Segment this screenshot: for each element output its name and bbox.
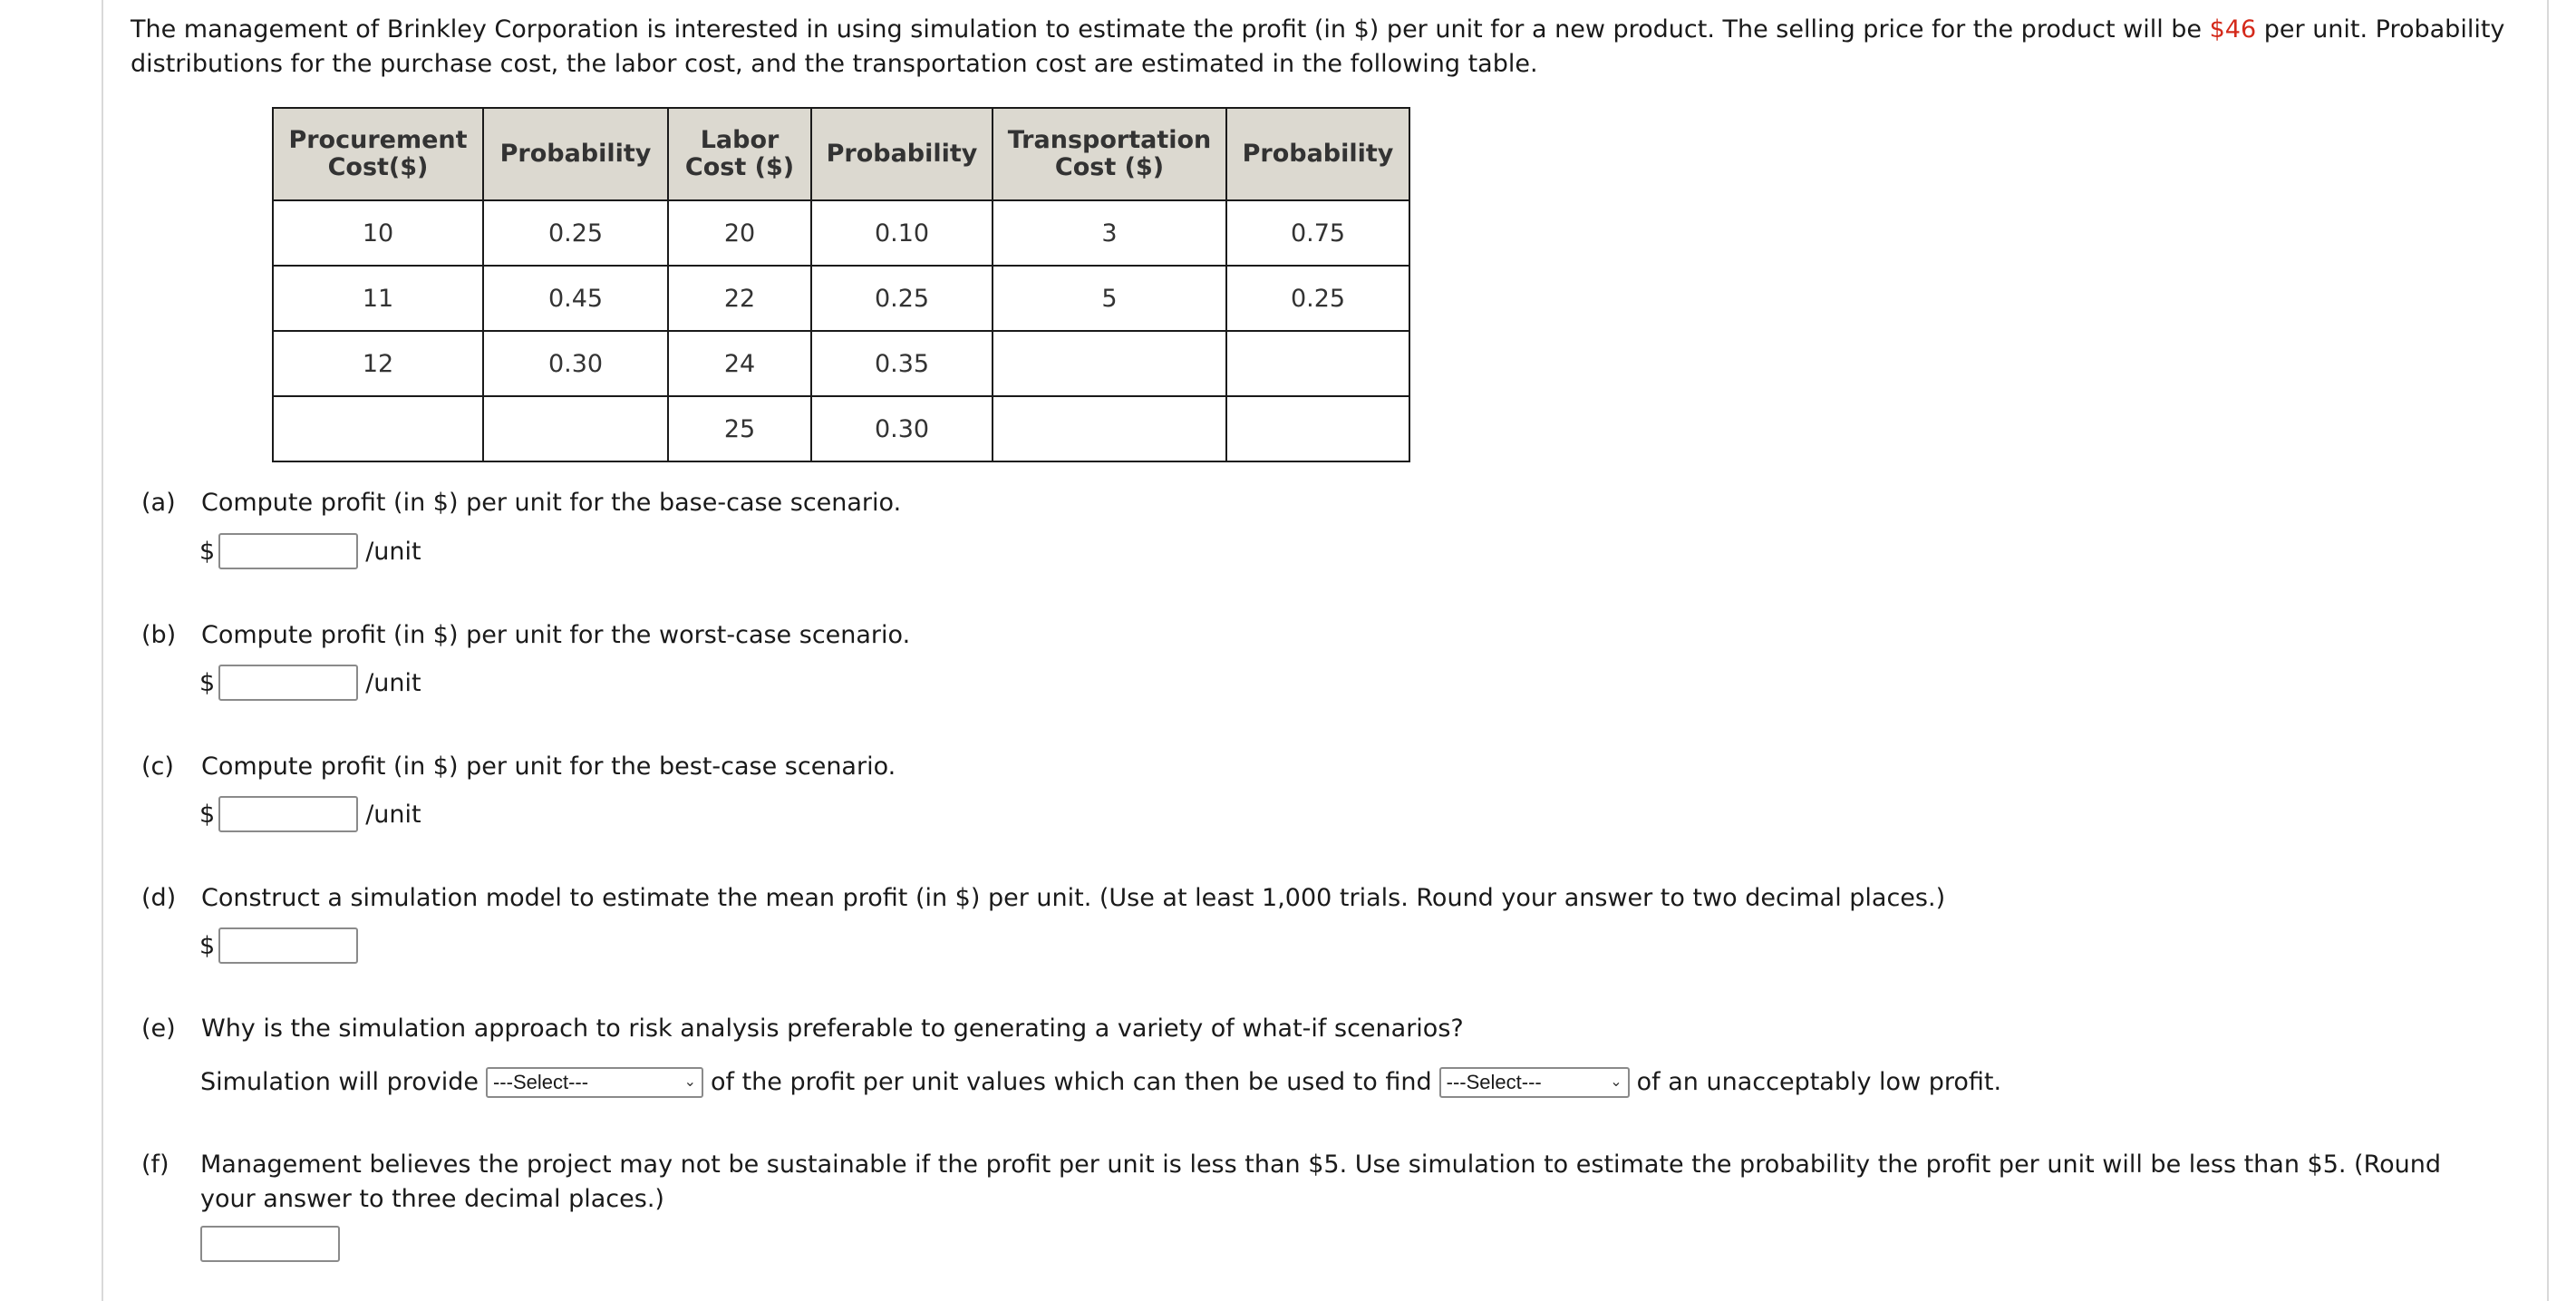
- table-row: [273, 396, 1409, 461]
- header-labor-cost: Labor Cost ($): [668, 108, 811, 200]
- header-probability: Probability: [811, 108, 993, 200]
- part-e-question: [141, 1012, 1464, 1046]
- part-a-answer-input[interactable]: [218, 533, 358, 569]
- part-label: (d): [141, 884, 177, 912]
- part-e-select-1[interactable]: [486, 1067, 703, 1098]
- part-label: (f): [141, 1151, 169, 1179]
- table-cell: 0.30: [811, 396, 993, 461]
- part-b-answer-row: [199, 665, 421, 701]
- table-cell: 0.45: [483, 266, 668, 331]
- table-cell: 3: [993, 200, 1226, 266]
- part-text: Compute profit (in $) per unit for the base-case scenario.: [201, 489, 902, 517]
- dollar-sign: $: [199, 800, 216, 829]
- table-cell: 24: [668, 331, 811, 396]
- table-cell: [1226, 396, 1409, 461]
- table-cell: 0.35: [811, 331, 993, 396]
- part-a-question: [141, 486, 901, 520]
- part-label: (a): [141, 489, 176, 517]
- table-cell: [993, 396, 1226, 461]
- part-a-answer-row: [199, 533, 421, 569]
- header-transportation-cost: Transportation Cost ($): [993, 108, 1226, 200]
- table-cell: [273, 396, 483, 461]
- part-label: (c): [141, 752, 174, 781]
- part-e-select-2[interactable]: [1439, 1067, 1630, 1098]
- table-cell: 25: [668, 396, 811, 461]
- part-c-question: [141, 750, 896, 784]
- part-text: Compute profit (in $) per unit for the best-case scenario.: [201, 752, 896, 781]
- table-cell: 11: [273, 266, 483, 331]
- part-f-label-row: [141, 1148, 201, 1182]
- cost-distribution-table: [272, 107, 1410, 462]
- table-cell: 0.25: [811, 266, 993, 331]
- chevron-down-icon: ⌄: [1610, 1074, 1622, 1090]
- part-b-question: [141, 618, 910, 653]
- part-d-question: [141, 881, 1945, 916]
- part-d-answer-row: [199, 927, 358, 964]
- part-text: Construct a simulation model to estimate the mean profit (in $) per unit. (Use at least 1,000 trials. Round your answer to two decimal places.): [201, 884, 1946, 912]
- table-cell: [1226, 331, 1409, 396]
- part-text: Why is the simulation approach to risk analysis preferable to generating a variety of what-if scenarios?: [201, 1015, 1464, 1043]
- header-probability: Probability: [1226, 108, 1409, 200]
- unit-label: /unit: [365, 537, 421, 566]
- table-header-row: [273, 108, 1409, 200]
- dollar-sign: $: [199, 537, 216, 566]
- part-label: (b): [141, 621, 177, 649]
- select-value: ---Select---: [1446, 1071, 1542, 1093]
- part-f-answer-input[interactable]: [200, 1226, 340, 1262]
- table-cell: 20: [668, 200, 811, 266]
- intro-text-after: per unit. Probability distributions for the purchase cost, the labor cost, and the transportation cost are estimated in the following table.: [131, 15, 2505, 78]
- problem-intro: [131, 13, 2523, 82]
- part-d-answer-input[interactable]: [218, 927, 358, 964]
- table-row: [273, 200, 1409, 266]
- dollar-sign: $: [199, 931, 216, 960]
- sentence-part: of the profit per unit values which can then be used to find: [710, 1068, 1432, 1096]
- table-cell: 5: [993, 266, 1226, 331]
- table-cell: 22: [668, 266, 811, 331]
- chevron-down-icon: ⌄: [683, 1074, 696, 1090]
- part-c-answer-input[interactable]: [218, 796, 358, 832]
- table-cell: 0.10: [811, 200, 993, 266]
- part-e-answer-line: [200, 1065, 2001, 1100]
- dollar-sign: $: [199, 668, 216, 697]
- selling-price: $46: [2209, 15, 2257, 44]
- unit-label: /unit: [365, 668, 421, 697]
- table-cell: 10: [273, 200, 483, 266]
- table-cell: 0.25: [483, 200, 668, 266]
- table-cell: 0.30: [483, 331, 668, 396]
- table-cell: 12: [273, 331, 483, 396]
- part-c-answer-row: [199, 796, 421, 832]
- intro-text-before: The management of Brinkley Corporation is interested in using simulation to estimate the profit (in $) per unit for a new product. The selling price for the product will be: [131, 15, 2210, 44]
- part-text: Compute profit (in $) per unit for the worst-case scenario.: [201, 621, 911, 649]
- part-label: (e): [141, 1015, 176, 1043]
- part-f-question: Management believes the project may not be sustainable if the profit per unit is less than $5. Use simulation to estimate the probability the profit per unit will be less than $5. (Round your answer to three decimal places.): [200, 1151, 2442, 1213]
- unit-label: /unit: [365, 800, 421, 829]
- select-value: ---Select---: [492, 1071, 589, 1093]
- table-cell: 0.25: [1226, 266, 1409, 331]
- part-b-answer-input[interactable]: [218, 665, 358, 701]
- table-cell: 0.75: [1226, 200, 1409, 266]
- table-cell: [993, 331, 1226, 396]
- table-row: [273, 331, 1409, 396]
- header-probability: Probability: [483, 108, 668, 200]
- table-cell: [483, 396, 668, 461]
- sentence-part: Simulation will provide: [200, 1068, 479, 1096]
- header-procurement-cost: Procurement Cost($): [273, 108, 483, 200]
- table-row: [273, 266, 1409, 331]
- sentence-part: of an unacceptably low profit.: [1636, 1068, 2002, 1096]
